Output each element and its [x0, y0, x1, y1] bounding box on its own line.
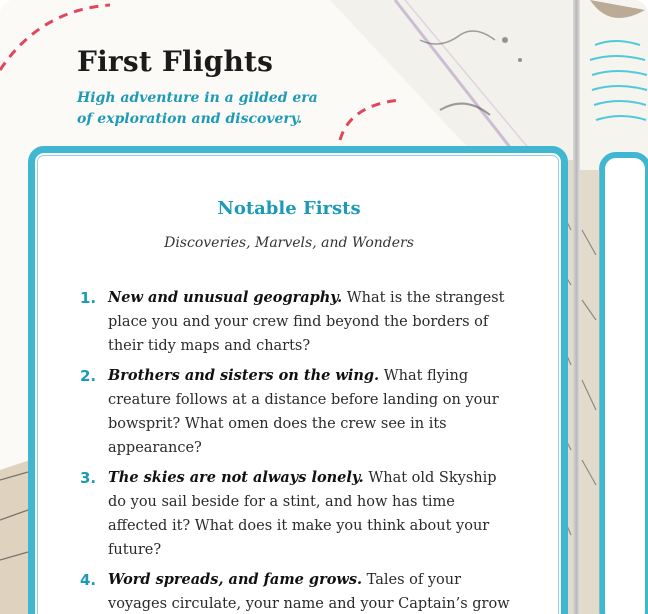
document-subtitle: High adventure in a gilded era of exploration and discovery. — [77, 90, 318, 127]
item-body: What flying creature follows at a distance before landing on your bowsprit? What omen does the crew see in its appearance? — [108, 368, 499, 456]
item-body: What is the strangest place you and your crew find beyond the borders of their tidy maps and charts? — [108, 290, 505, 354]
item-number: 3. — [80, 469, 97, 487]
map-illustration-next — [580, 0, 648, 614]
page-next[interactable] — [580, 0, 648, 614]
notable-firsts-list — [0, 286, 573, 614]
item-lead: New and unusual geography. — [108, 289, 343, 306]
item-body: What old Skyship do you sail beside for a stint, and how has time affected it? What does it make you think about your future? — [108, 470, 497, 558]
list-item — [0, 364, 518, 460]
list-item — [0, 466, 518, 562]
item-lead: Brothers and sisters on the wing. — [108, 367, 380, 384]
section-title: Notable Firsts — [217, 198, 361, 219]
page-gutter — [573, 0, 580, 614]
item-lead: Word spreads, and fame grows. — [108, 571, 363, 588]
item-number: 2. — [80, 367, 97, 385]
list-item — [0, 286, 518, 358]
list-item — [0, 568, 518, 614]
item-body: Tales of your voyages circulate, your name and your Captain’s grow — [108, 572, 510, 612]
item-number: 1. — [80, 289, 97, 307]
section-subtitle: Discoveries, Marvels, and Wonders — [164, 235, 414, 251]
item-lead: The skies are not always lonely. — [108, 469, 364, 486]
item-number: 4. — [80, 571, 97, 589]
document-title: First Flights — [77, 45, 274, 78]
